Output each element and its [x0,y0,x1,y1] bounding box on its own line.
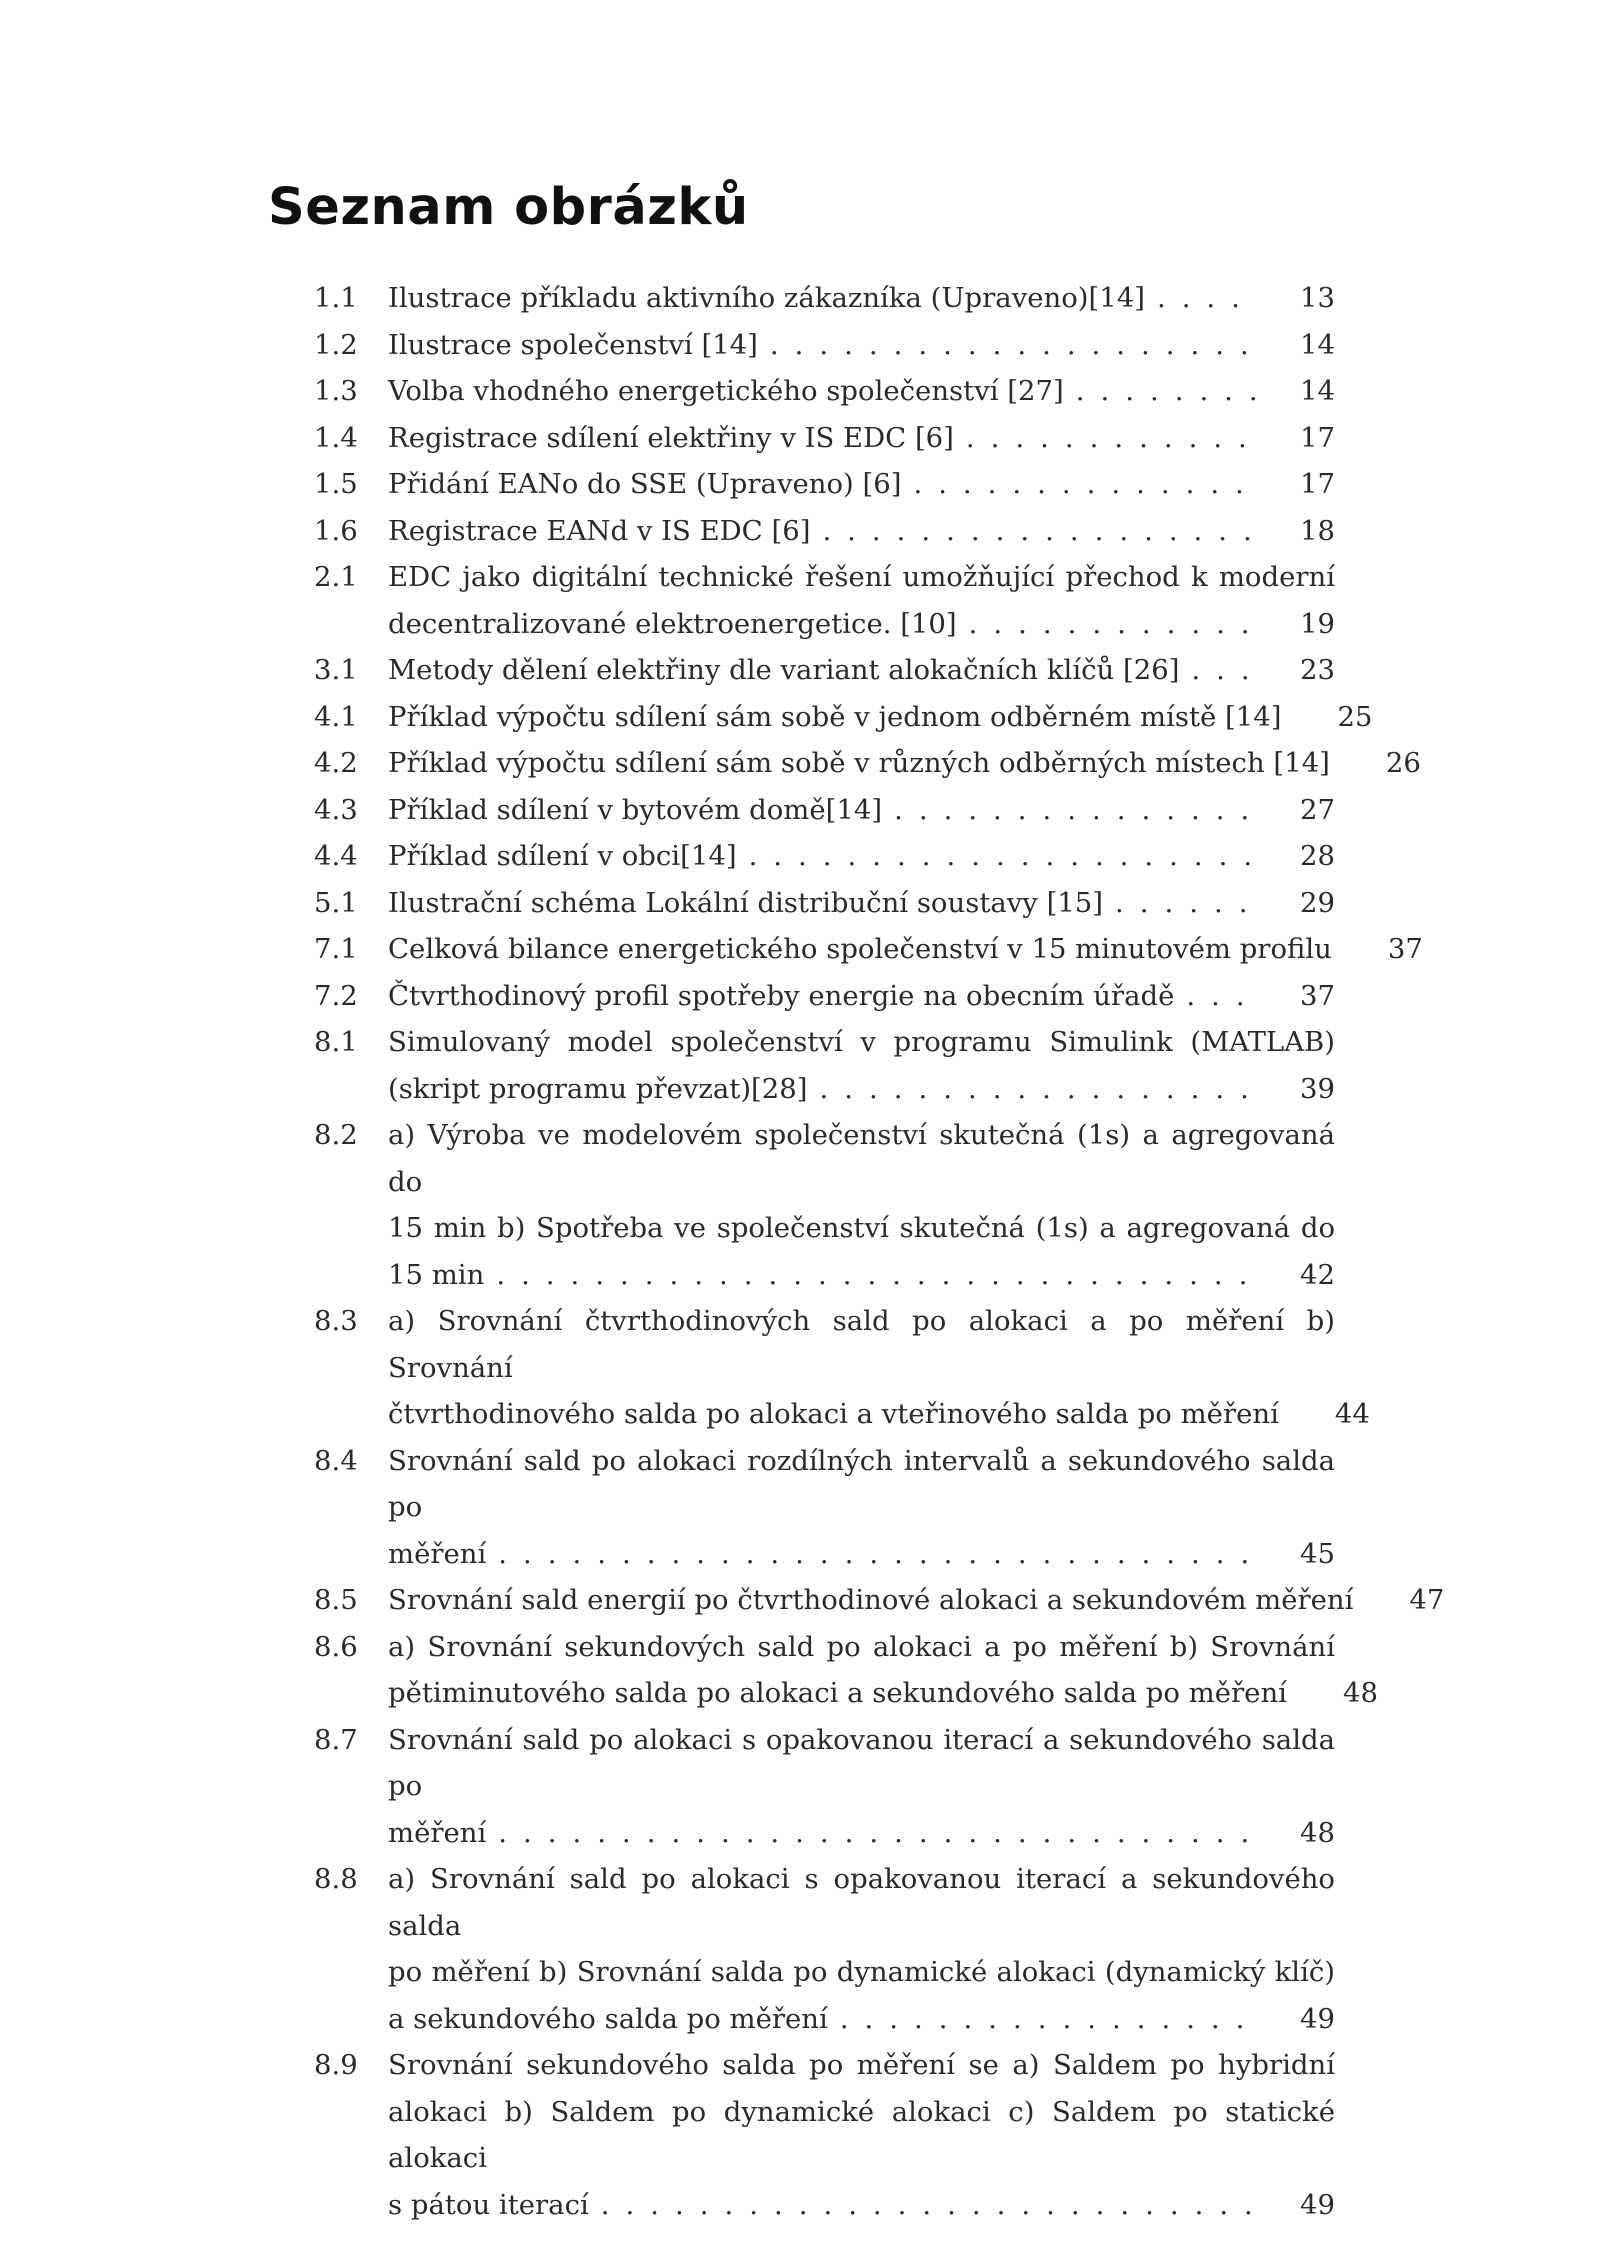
caption-line: Srovnání sekundového salda po měření se a) Saldem po hybridní [388,2049,1335,2081]
figure-number: 7.1 [314,933,358,965]
figure-number: 1.6 [314,514,358,547]
caption-line: a sekundového salda po měření [388,2002,828,2035]
toc-entry[interactable] [314,926,1423,973]
figure-caption [388,1438,1335,1578]
toc-entry[interactable] [314,508,1414,555]
caption-last-line [388,415,1335,462]
caption-line: Celková bilance energetického společenství v 15 minutovém profilu [388,933,1332,965]
toc-entry[interactable] [314,1577,1445,1624]
caption-line: Ilustrace společenství [14] [388,328,758,361]
page-number[interactable]: 17 [1300,421,1335,454]
toc-entry[interactable] [314,1298,1414,1438]
caption-line: Přidání EANo do SSE (Upraveno) [6] [388,468,902,500]
dot-leader [1064,368,1256,415]
toc-entry[interactable] [314,647,1414,694]
caption-last-line [388,508,1335,555]
figure-caption [388,1019,1335,1112]
toc-entry[interactable] [314,2042,1414,2228]
caption-line: Volba vhodného energetického společenství [27] [388,375,1064,407]
caption-line: měření [388,1816,487,1849]
caption-last-line [388,1670,1378,1717]
dot-leader [1332,926,1344,973]
list-of-figures [314,275,1445,2228]
page-number[interactable]: 14 [1300,375,1335,407]
caption-last-line [388,833,1335,880]
dot-leader [1179,647,1256,694]
dot-leader [1353,1577,1365,1624]
caption-line: čtvrthodinového salda po alokaci a vteřinového salda po měření [388,1398,1279,1430]
toc-entry[interactable] [314,461,1414,508]
caption-line: alokaci b) Saldem po dynamické alokaci c) Saldem po statické alokaci [388,2095,1335,2174]
caption-last-line [388,880,1335,927]
dot-leader [486,1810,1256,1857]
figure-caption [388,415,1335,462]
caption-last-line [388,973,1335,1020]
figure-number: 8.7 [314,1723,358,1756]
caption-line: Ilustrace příkladu aktivního zákazníka (Upraveno)[14] [388,282,1145,314]
caption-last-line [388,1531,1335,1578]
figure-caption [388,973,1335,1020]
figure-caption [388,1298,1370,1438]
caption-line: Čtvrthodinový profil spotřeby energie na obecním úřadě [388,979,1175,1012]
dot-leader [1281,694,1293,741]
dot-leader [901,461,1256,508]
page-number[interactable]: 48 [1342,1677,1378,1709]
page-number[interactable]: 42 [1300,1258,1335,1291]
page-number[interactable]: 17 [1300,468,1335,500]
toc-entry[interactable] [314,415,1414,462]
page-number[interactable]: 49 [1300,2002,1335,2035]
toc-entry[interactable] [314,1019,1414,1112]
page-number[interactable]: 39 [1300,1072,1335,1105]
figure-caption [388,740,1421,787]
figure-number: 4.4 [314,840,358,872]
figure-caption [388,880,1335,927]
caption-line: (skript programu převzat)[28] [388,1072,808,1105]
caption-line: Srovnání sald po alokaci s opakovanou iterací a sekundového salda po [388,1723,1335,1802]
caption-line: Srovnání sald po alokaci rozdílných intervalů a sekundového salda po [388,1444,1335,1523]
caption-line: 15 min [388,1258,485,1291]
toc-entry[interactable] [314,368,1414,415]
toc-entry[interactable] [314,1856,1414,2042]
figure-number: 1.5 [314,468,358,500]
caption-last-line [388,926,1423,973]
figure-number: 4.2 [314,747,358,779]
toc-entry[interactable] [314,554,1414,647]
figure-caption [388,2042,1335,2228]
dot-leader [1279,1391,1291,1438]
figure-caption [388,275,1335,322]
dot-leader [954,415,1256,462]
figure-number: 1.1 [314,282,358,314]
caption-line: a) Výroba ve modelovém společenství skutečná (1s) a agregovaná do [388,1119,1335,1198]
page-number[interactable]: 18 [1300,514,1335,547]
caption-line: Registrace sdílení elektřiny v IS EDC [6] [388,421,954,454]
caption-line: a) Srovnání sekundových sald po alokaci a po měření b) Srovnání [388,1630,1335,1663]
figure-number: 2.1 [314,561,358,593]
figure-number: 5.1 [314,886,358,919]
dot-leader [1174,973,1256,1020]
toc-entry[interactable] [314,322,1414,369]
figure-number: 4.3 [314,793,358,826]
page-title: Seznam obrázků [268,178,749,237]
caption-line: s pátou iterací [388,2188,589,2221]
figure-caption [388,1624,1378,1717]
figure-number: 8.5 [314,1584,358,1616]
figure-number: 8.3 [314,1305,358,1337]
caption-last-line [388,740,1421,787]
caption-last-line [388,368,1335,415]
figure-caption [388,787,1335,834]
caption-line: Ilustrační schéma Lokální distribuční soustavy [15] [388,886,1104,919]
toc-entry[interactable] [314,833,1414,880]
toc-entry[interactable] [314,973,1414,1020]
figure-caption [388,1112,1335,1298]
caption-last-line [388,1391,1370,1438]
figure-caption [388,694,1373,741]
caption-last-line [388,787,1335,834]
caption-line: pětiminutového salda po alokaci a sekundového salda po měření [388,1677,1287,1709]
page-number[interactable]: 49 [1300,2188,1335,2221]
page-number[interactable]: 37 [1387,933,1423,965]
caption-line: Metody dělení elektřiny dle variant alokačních klíčů [26] [388,654,1180,686]
page-number[interactable]: 13 [1300,282,1335,314]
toc-entry[interactable] [314,275,1414,322]
dot-leader [1287,1670,1299,1717]
dot-leader [810,508,1256,555]
figure-number: 1.2 [314,328,358,361]
caption-line: po měření b) Srovnání salda po dynamické alokaci (dynamický klíč) [388,1956,1335,1988]
caption-last-line [388,2182,1335,2229]
page-number[interactable]: 23 [1300,654,1335,686]
page-number[interactable]: 25 [1337,700,1373,733]
dot-leader [758,322,1256,369]
caption-line: 15 min b) Spotřeba ve společenství skutečná (1s) a agregovaná do [388,1212,1335,1244]
toc-entry[interactable] [314,1112,1414,1298]
figure-number: 8.1 [314,1026,358,1058]
figure-caption [388,554,1335,647]
figure-caption [388,322,1335,369]
caption-last-line [388,275,1335,322]
caption-line: Příklad výpočtu sdílení sám sobě v jednom odběrném místě [14] [388,700,1282,733]
toc-entry[interactable] [314,787,1414,834]
figure-caption [388,647,1335,694]
page-number[interactable]: 26 [1385,747,1421,779]
caption-last-line [388,322,1335,369]
caption-line: měření [388,1537,487,1570]
caption-line: Registrace EANd v IS EDC [6] [388,514,811,547]
page-number[interactable]: 14 [1300,328,1335,361]
page-number[interactable]: 48 [1300,1816,1335,1849]
caption-last-line [388,1066,1335,1113]
caption-line: Příklad sdílení v obci[14] [388,840,737,872]
toc-entry[interactable] [314,694,1414,741]
dot-leader [808,1066,1257,1113]
page-number[interactable]: 27 [1300,793,1335,826]
dot-leader [737,833,1256,880]
dot-leader [484,1252,1256,1299]
figure-number: 8.8 [314,1863,358,1895]
figure-number: 8.2 [314,1119,358,1151]
toc-entry[interactable] [314,1438,1414,1578]
caption-last-line [388,694,1373,741]
caption-last-line [388,647,1335,694]
figure-caption [388,368,1335,415]
figure-caption [388,1717,1335,1857]
caption-last-line [388,1996,1335,2043]
figure-caption [388,461,1335,508]
caption-last-line [388,1810,1335,1857]
dot-leader [957,601,1256,648]
page-number[interactable]: 29 [1300,886,1335,919]
figure-caption [388,926,1423,973]
page-number[interactable]: 45 [1300,1537,1335,1570]
caption-line: Simulovaný model společenství v programu Simulink (MATLAB) [388,1026,1335,1058]
caption-last-line [388,461,1335,508]
caption-line: Příklad sdílení v bytovém domě[14] [388,793,883,826]
page-number[interactable]: 47 [1409,1584,1445,1616]
caption-last-line [388,1252,1335,1299]
page-number[interactable]: 37 [1300,979,1335,1012]
caption-last-line [388,1577,1445,1624]
dot-leader [486,1531,1256,1578]
dot-leader [1145,275,1256,322]
figure-caption [388,508,1335,555]
dot-leader [1103,880,1256,927]
page-number[interactable]: 44 [1334,1398,1370,1430]
toc-entry[interactable] [314,1717,1414,1857]
figure-number: 8.6 [314,1630,358,1663]
figure-number: 7.2 [314,979,358,1012]
caption-last-line [388,601,1335,648]
caption-line: Příklad výpočtu sdílení sám sobě v různých odběrných místech [14] [388,747,1330,779]
figure-caption [388,1577,1445,1624]
dot-leader [882,787,1256,834]
toc-entry[interactable] [314,740,1421,787]
dot-leader [589,2182,1256,2229]
caption-line: Srovnání sald energií po čtvrthodinové alokaci a sekundovém měření [388,1584,1354,1616]
figure-number: 8.4 [314,1444,358,1477]
figure-caption [388,833,1335,880]
caption-line: EDC jako digitální technické řešení umožňující přechod k moderní [388,561,1335,593]
caption-line: a) Srovnání sald po alokaci s opakovanou iterací a sekundového salda [388,1863,1335,1942]
figure-number: 1.3 [314,375,358,407]
caption-line: a) Srovnání čtvrthodinových sald po alokaci a po měření b) Srovnání [388,1305,1335,1384]
figure-number: 3.1 [314,654,358,686]
toc-entry[interactable] [314,880,1414,927]
toc-entry[interactable] [314,1624,1414,1717]
figure-number: 4.1 [314,700,358,733]
dot-leader [1330,740,1342,787]
figure-number: 1.4 [314,421,358,454]
dot-leader [828,1996,1256,2043]
figure-number: 8.9 [314,2049,358,2081]
caption-line: decentralizované elektroenergetice. [10] [388,607,957,640]
page-number[interactable]: 19 [1300,607,1335,640]
figure-caption [388,1856,1335,2042]
page-number[interactable]: 28 [1300,840,1335,872]
